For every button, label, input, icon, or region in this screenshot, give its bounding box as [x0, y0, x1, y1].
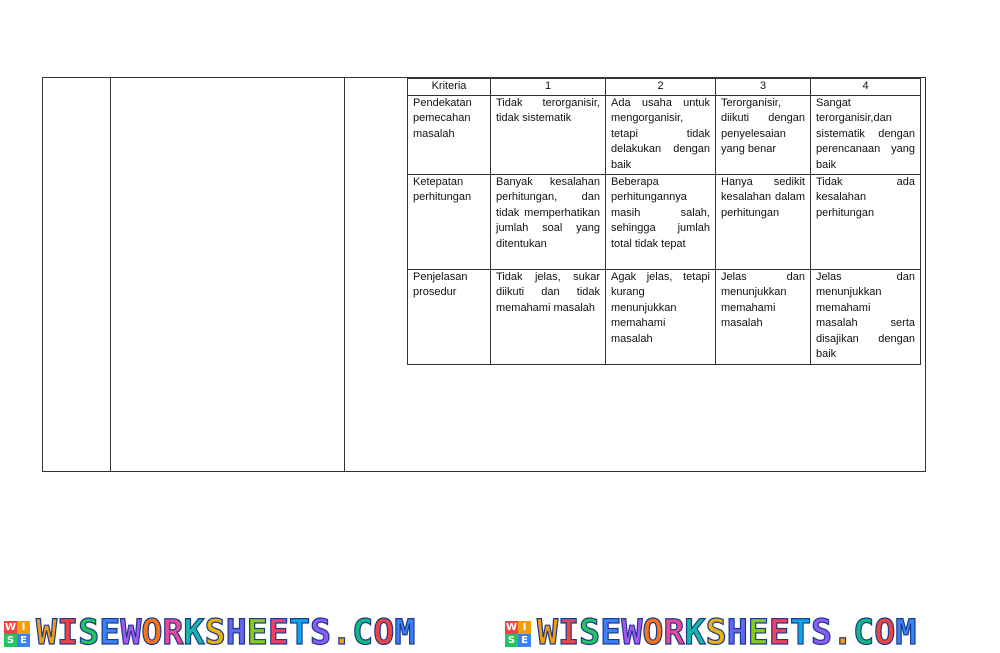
logo-letter: W [505, 622, 518, 633]
level-cell: Banyak kesalahan perhitungan, dan tidak memperhatikan jumlah soal yang ditentukan [491, 174, 606, 269]
watermark-letter: . [331, 613, 353, 653]
watermark-letter: W [36, 613, 58, 653]
logo-letter: W [4, 622, 17, 633]
header-level-4: 4 [811, 79, 921, 96]
logo-letter: I [518, 621, 531, 634]
watermark-letter: E [768, 613, 790, 653]
column-divider [110, 78, 111, 471]
column-divider [344, 78, 345, 471]
logo-letter: S [505, 634, 518, 647]
wise-logo-icon [505, 621, 531, 647]
criterion-cell: Penjelasan prosedur [408, 269, 491, 364]
criterion-cell: Pendekatan pemecahan masalah [408, 95, 491, 174]
header-criteria: Kriteria [408, 79, 491, 96]
watermark-letter: R [162, 613, 184, 653]
watermark-letter: W [537, 613, 559, 653]
logo-letter: E [17, 634, 30, 647]
level-cell: Tidak ada kesalahan perhitungan [811, 174, 921, 269]
table-row [408, 174, 921, 269]
watermark-letter: M [394, 613, 416, 653]
watermark-letter: O [141, 613, 163, 653]
watermark-letter: E [600, 613, 622, 653]
watermark-letter: E [246, 613, 268, 653]
level-cell: Jelas dan menunjukkan memahami masalah serta disajikan dengan baik [811, 269, 921, 364]
watermark-letter: O [642, 613, 664, 653]
logo-letter: S [4, 634, 17, 647]
watermark-letter: E [747, 613, 769, 653]
watermark-letter: H [726, 613, 748, 653]
watermark-letter: T [288, 613, 311, 653]
watermark-letter: S [310, 613, 332, 653]
logo-letter: I [17, 621, 30, 634]
watermark-text [537, 615, 916, 651]
level-cell: Jelas dan menunjukkan memahami masalah [716, 269, 811, 364]
watermark-letter: C [352, 613, 374, 653]
level-cell: Sangat terorganisir,dan sistematik dengan perencanaan yang baik [811, 95, 921, 174]
watermark-letter: T [789, 613, 812, 653]
level-cell: Beberapa perhitungannya masih salah, sehingga jumlah total tidak tepat [606, 174, 716, 269]
header-level-2: 2 [606, 79, 716, 96]
watermark-letter: S [705, 613, 727, 653]
watermark-letter: I [57, 613, 79, 653]
watermark-letter: E [99, 613, 121, 653]
watermark-letter: S [811, 613, 833, 653]
wise-logo-icon [4, 621, 30, 647]
watermark-letter: H [225, 613, 247, 653]
watermark-footer [0, 612, 1000, 653]
watermark-letter: S [204, 613, 226, 653]
table-row [408, 269, 921, 364]
watermark-letter: S [78, 613, 100, 653]
watermark-letter: R [663, 613, 685, 653]
watermark-letter: K [183, 613, 205, 653]
level-cell: Tidak jelas, sukar diikuti dan tidak memahami masalah [491, 269, 606, 364]
watermark-letter: C [853, 613, 875, 653]
level-cell: Agak jelas, tetapi kurang menunjukkan memahami masalah [606, 269, 716, 364]
watermark-letter: I [558, 613, 580, 653]
logo-letter: E [518, 634, 531, 647]
watermark-letter: W [120, 613, 142, 653]
level-cell: Hanya sedikit kesalahan dalam perhitungan [716, 174, 811, 269]
watermark-letter: M [895, 613, 917, 653]
criterion-cell: Ketepatan perhitungan [408, 174, 491, 269]
level-cell: Tidak terorganisir, tidak sistematik [491, 95, 606, 174]
header-level-3: 3 [716, 79, 811, 96]
watermark-letter: K [684, 613, 706, 653]
rubric-table [407, 78, 921, 365]
watermark-letter: S [579, 613, 601, 653]
table-row [408, 95, 921, 174]
watermark-letter: O [874, 613, 896, 653]
watermark-letter: . [832, 613, 854, 653]
level-cell: Terorganisir, diikuti dengan penyelesaian yang benar [716, 95, 811, 174]
watermark-letter: O [373, 613, 395, 653]
watermark-letter: W [621, 613, 643, 653]
level-cell: Ada usaha untuk mengorganisir, tetapi tidak delakukan dengan baik [606, 95, 716, 174]
rubric-header-row [408, 79, 921, 96]
watermark-letter: E [267, 613, 289, 653]
watermark-text [36, 615, 415, 651]
header-level-1: 1 [491, 79, 606, 96]
